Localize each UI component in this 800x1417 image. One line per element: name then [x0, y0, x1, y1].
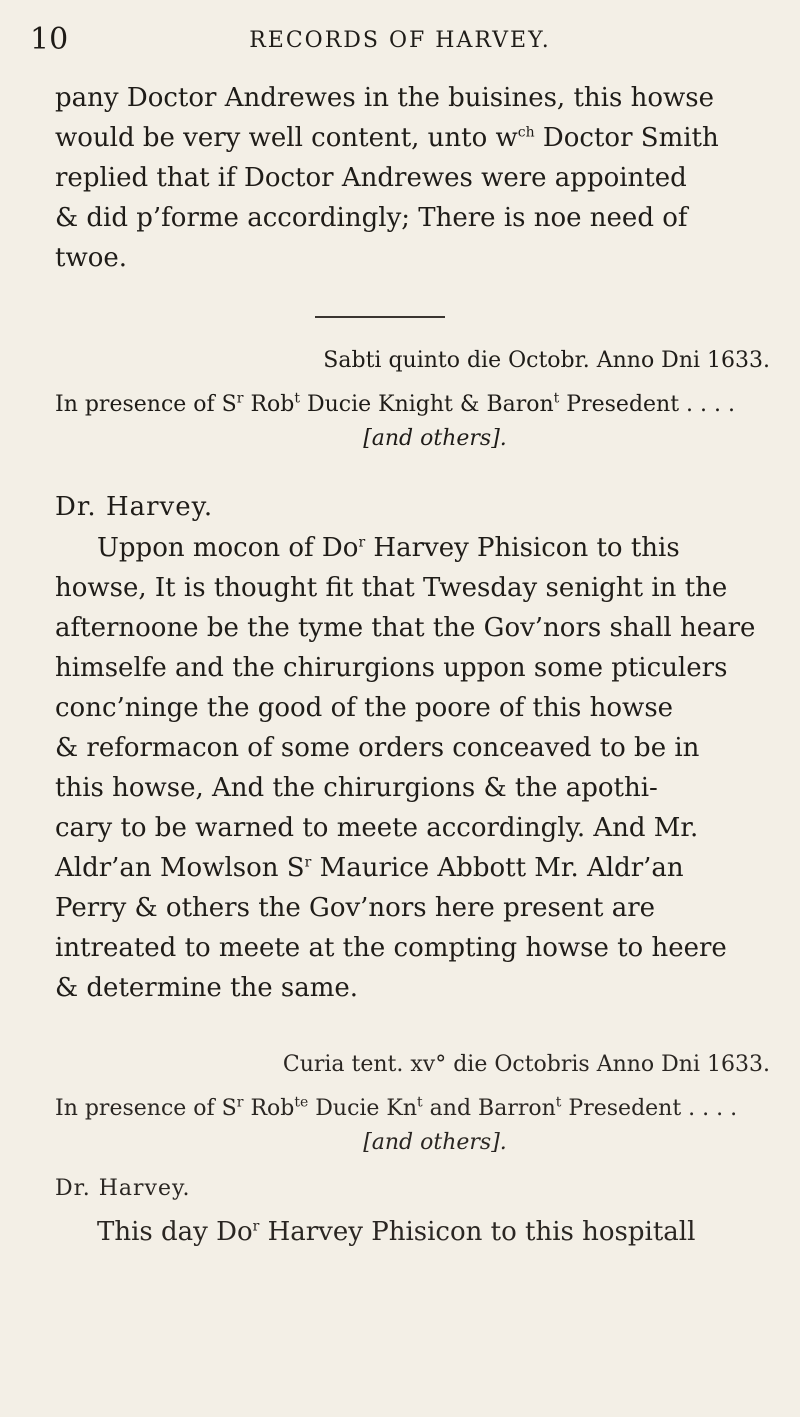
- presence-note: [and others].: [363, 426, 507, 451]
- presence-line: In presence of $S^r$ Rob$^t$ Ducie Knight & Baron$^t$ Presedent . . . .: [55, 390, 736, 417]
- section1-presence: [55, 388, 775, 456]
- text-line: This day Do$^r$ Harvey Phisicon to this hospitall: [97, 1217, 696, 1247]
- section-divider: [315, 316, 445, 318]
- text-line: Aldr’an Mowlson $S^r$ Maurice Abbott Mr. Aldr’an: [55, 853, 684, 883]
- presence-note: [and others].: [363, 1130, 507, 1155]
- running-head: RECORDS OF HARVEY.: [249, 28, 551, 53]
- text-line: twoe.: [55, 243, 128, 273]
- section2-presence: [55, 1092, 775, 1160]
- text-line: himselfe and the chirurgions uppon some pticulers: [55, 653, 728, 683]
- text-line: would be very well content, unto $w^{ch}$ Doctor Smith: [55, 123, 719, 153]
- text-line: this howse, And the chirurgions & the apothi-: [55, 773, 658, 803]
- text-line: replied that if Doctor Andrewes were appointed: [55, 163, 687, 193]
- intro-paragraph: [55, 78, 775, 278]
- page-header: [30, 22, 770, 56]
- text-line: & reformacon of some orders conceaved to be in: [55, 733, 700, 763]
- page-number: 10: [30, 22, 69, 57]
- text-line: intreated to meete at the compting howse to heere: [55, 933, 727, 963]
- section2-date: Curia tent. xv° die Octobris Anno Dni 1633.: [282, 1052, 770, 1077]
- text-line: Perry & others the Gov’nors here present are: [55, 893, 656, 923]
- text-line: pany Doctor Andrewes in the buisines, this howse: [55, 83, 714, 113]
- section1-heading: Dr. Harvey.: [55, 492, 214, 522]
- section1-date: Sabti quinto die Octobr. Anno Dni 1633.: [323, 348, 770, 373]
- section2-heading: Dr. Harvey.: [55, 1176, 191, 1201]
- text-line: & did p’forme accordingly; There is noe need of: [55, 203, 688, 233]
- text-line: cary to be warned to meete accordingly. And Mr.: [55, 813, 699, 843]
- text-line: afternoone be the tyme that the Gov’nors shall heare: [55, 613, 756, 643]
- text-line: & determine the same.: [55, 973, 359, 1003]
- text-line: conc’ninge the good of the poore of this howse: [55, 693, 674, 723]
- section2-paragraph: [55, 1212, 775, 1252]
- section1-paragraph: [55, 528, 775, 1008]
- presence-line: In presence of $S^r$ Rob$^{te}$ Ducie Kn$^t$ and Barron$^t$ Presedent . . . .: [55, 1094, 738, 1121]
- text-line: howse, It is thought fit that Twesday senight in the: [55, 573, 728, 603]
- text-line: Uppon mocon of Do$^r$ Harvey Phisicon to this: [97, 533, 680, 563]
